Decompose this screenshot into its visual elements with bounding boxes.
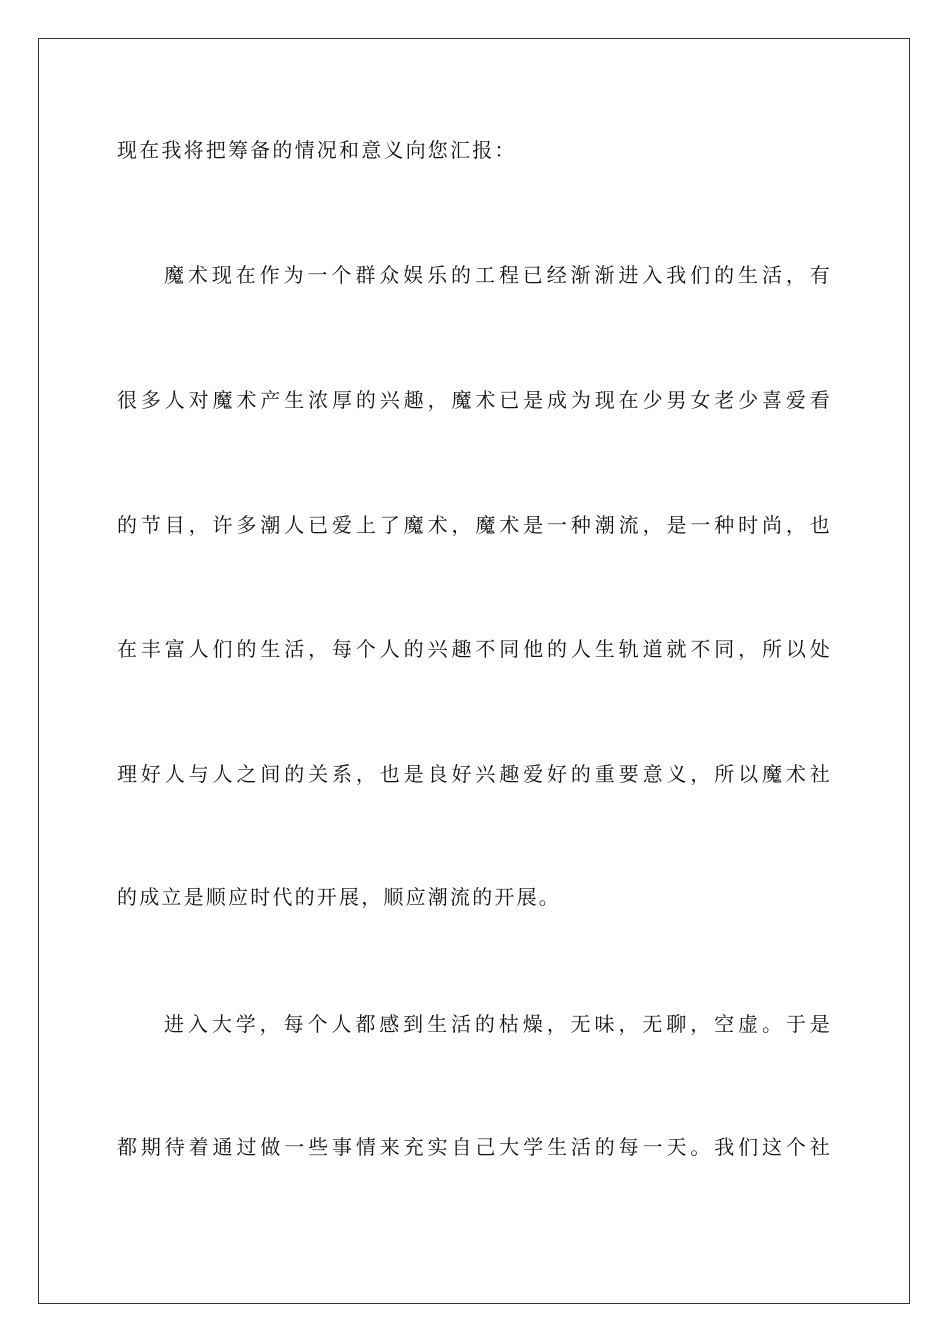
page-border xyxy=(38,38,910,1304)
text-line: 的节目，许多潮人已爱上了魔术，魔术是一种潮流，是一种时尚，也 xyxy=(117,513,832,537)
text-line: 都期待着通过做一些事情来充实自己大学生活的每一天。我们这个社 xyxy=(117,1135,832,1159)
text-line: 魔术现在作为一个群众娱乐的工程已经渐渐进入我们的生活，有 xyxy=(164,263,832,287)
text-line: 进入大学，每个人都感到生活的枯燥，无味，无聊，空虚。于是 xyxy=(164,1012,832,1036)
text-line: 的成立是顺应时代的开展，顺应潮流的开展。 xyxy=(117,885,561,909)
text-line: 现在我将把筹备的情况和意义向您汇报： xyxy=(117,138,517,162)
text-line: 理好人与人之间的关系，也是良好兴趣爱好的重要意义，所以魔术社 xyxy=(117,762,832,786)
text-line: 在丰富人们的生活，每个人的兴趣不同他的人生轨道就不同，所以处 xyxy=(117,637,832,661)
text-line: 很多人对魔术产生浓厚的兴趣，魔术已是成为现在少男女老少喜爱看 xyxy=(117,388,832,412)
